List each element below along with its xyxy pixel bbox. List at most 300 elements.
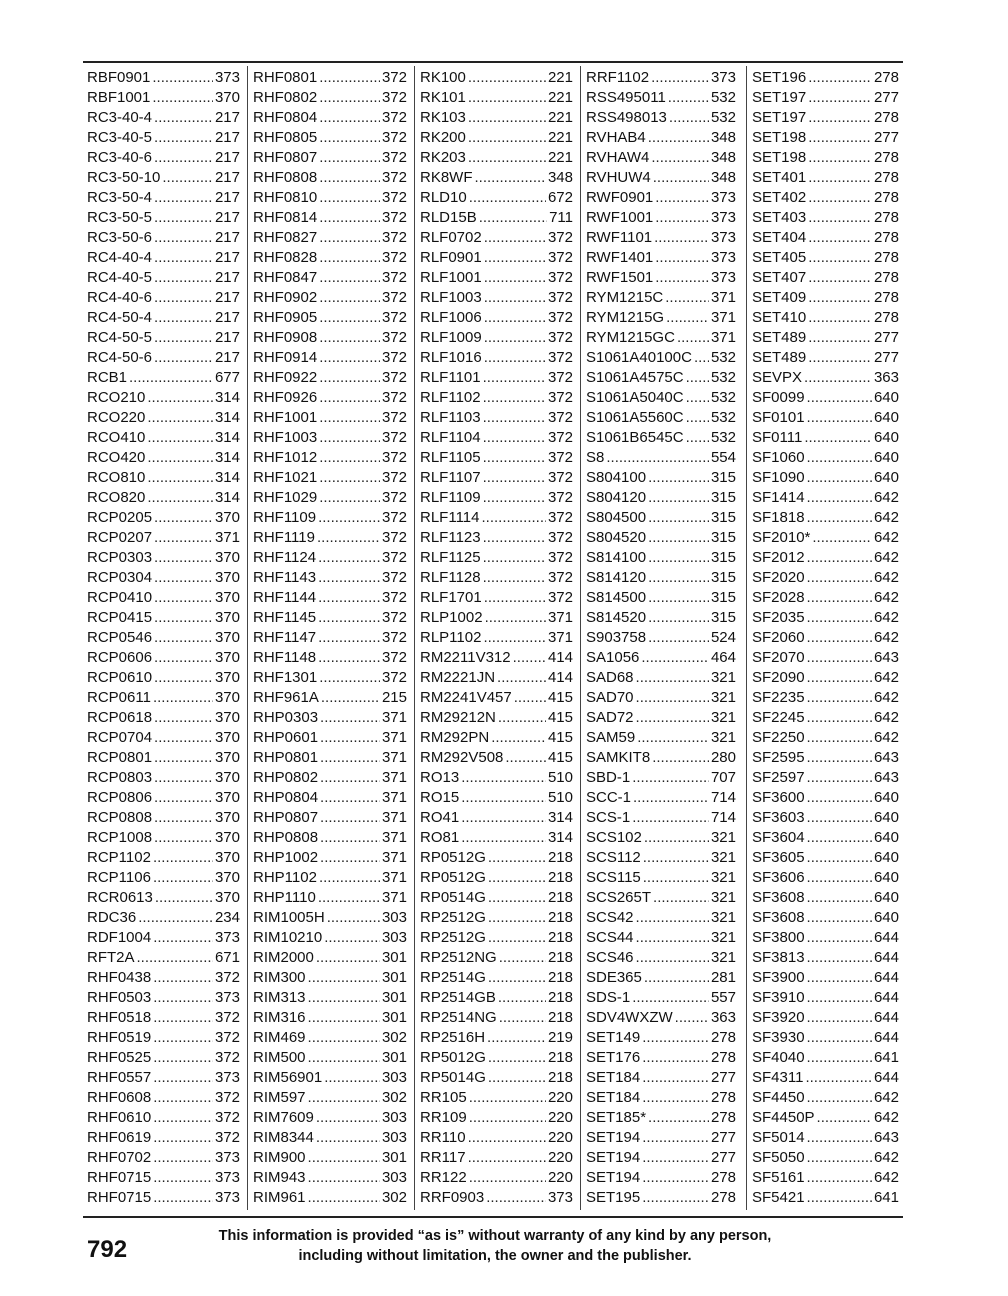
part-number: SF2060 [752,629,805,646]
page-reference: 372 [547,529,573,546]
index-entry [586,608,736,628]
index-entry [87,1168,240,1188]
index-entry [420,1148,573,1168]
dot-leader [138,908,213,928]
dot-leader [642,1148,709,1168]
page-reference: 314 [214,449,240,466]
dot-leader [154,748,213,768]
part-number: RHP0303 [253,709,319,726]
index-entry [253,828,407,848]
part-number: RIM7609 [253,1109,314,1126]
index-entry [752,448,899,468]
page-reference: 302 [381,1189,407,1206]
part-number: RM29212N [420,709,496,726]
dot-leader [483,448,546,468]
part-number: SAMKIT8 [586,749,651,766]
index-entry [87,948,240,968]
dot-leader [484,268,546,288]
page-reference: 372 [381,609,407,626]
part-number: RHF1119 [253,529,315,546]
dot-leader [488,928,546,948]
part-number: RHF0610 [87,1109,152,1126]
index-entry [420,988,573,1008]
part-number: RHP0807 [253,809,319,826]
dot-leader [469,1168,546,1188]
part-number: SAD70 [586,689,634,706]
index-entry [253,168,407,188]
page-reference: 371 [381,749,407,766]
part-number: SCC-1 [586,789,632,806]
page-reference: 221 [547,149,573,166]
part-number: RVHAW4 [586,149,650,166]
index-entry [420,528,573,548]
index-entry [87,968,240,988]
index-entry [253,268,407,288]
dot-leader [651,68,709,88]
part-number: SET196 [752,69,807,86]
dot-leader [153,848,213,868]
page-reference: 640 [873,789,899,806]
part-number: S814500 [586,589,647,606]
page-reference: 414 [547,649,573,666]
part-number: RIM2000 [253,949,314,966]
part-number: RO41 [420,809,460,826]
dot-leader [154,348,213,368]
page-reference: 372 [214,1129,240,1146]
index-entry [586,308,736,328]
page-reference: 642 [873,509,899,526]
index-entry [420,168,573,188]
index-entry [420,928,573,948]
dot-leader [499,1008,546,1028]
index-entry [87,888,240,908]
index-entry [87,1028,240,1048]
part-number: RVHAB4 [586,129,646,146]
part-number: RR122 [420,1169,467,1186]
dot-leader [153,1088,213,1108]
dot-leader [807,728,872,748]
dot-leader [483,388,546,408]
part-number: RP2516H [420,1029,486,1046]
part-number: SDV4WXZW [586,1009,673,1026]
dot-leader [468,148,546,168]
page-reference: 642 [873,569,899,586]
index-entry [87,168,240,188]
page-reference: 642 [873,729,899,746]
dot-leader [513,648,546,668]
dot-leader [320,748,380,768]
page-reference: 415 [547,729,573,746]
dot-leader [808,328,872,348]
dot-leader [642,1028,709,1048]
dot-leader [320,768,380,788]
page-reference: 642 [873,709,899,726]
part-number: RLF1104 [420,429,481,446]
dot-leader [484,328,546,348]
index-entry [253,328,407,348]
part-number: SEVPX [752,369,803,386]
dot-leader [324,928,380,948]
page-reference: 370 [214,829,240,846]
part-number: RHF0827 [253,229,318,246]
page-reference: 278 [873,149,899,166]
dot-leader [484,248,546,268]
dot-leader [147,408,213,428]
part-number: SDS-1 [586,989,631,1006]
index-entry [586,508,736,528]
dot-leader [686,428,709,448]
index-entry [87,408,240,428]
part-number: SF5014 [752,1129,805,1146]
page-reference: 277 [710,1129,736,1146]
part-number: SET405 [752,249,807,266]
index-entry [420,588,573,608]
part-number: RC3-40-6 [87,149,153,166]
index-entry [87,308,240,328]
index-entry [586,968,736,988]
dot-leader [808,88,872,108]
part-number: SET404 [752,229,807,246]
dot-leader [808,168,872,188]
part-number: SET409 [752,289,807,306]
dot-leader [804,428,872,448]
part-number: SF3608 [752,889,805,906]
index-entry [253,508,407,528]
part-number: RM2241V457 [420,689,512,706]
page-reference: 370 [214,689,240,706]
index-entry [87,328,240,348]
index-column-4 [580,66,746,1210]
index-entry [752,988,899,1008]
page-reference: 321 [710,709,736,726]
part-number: RLF1009 [420,329,482,346]
index-entry [420,128,573,148]
dot-leader [641,648,709,668]
dot-leader [648,548,709,568]
dot-leader [484,228,546,248]
index-entry [253,1068,407,1088]
page-reference: 372 [381,249,407,266]
index-entry [87,1088,240,1108]
part-number: RLF1123 [420,529,481,546]
part-number: RHF961A [253,689,319,706]
part-number: SF1818 [752,509,805,526]
index-entry [87,608,240,628]
page-reference: 218 [547,849,573,866]
part-number: S1061A5560C [586,409,684,426]
dot-leader [499,948,546,968]
index-entry [586,948,736,968]
dot-leader [807,668,872,688]
dot-leader [308,988,380,1008]
part-number: RCP0303 [87,549,153,566]
part-number: SET149 [586,1029,641,1046]
page-reference: 218 [547,1049,573,1066]
page-reference: 370 [214,869,240,886]
index-entry [752,568,899,588]
page-reference: 234 [214,909,240,926]
index-entry [420,868,573,888]
part-number: RC4-40-5 [87,269,153,286]
index-entry [752,768,899,788]
part-number: RLF1128 [420,569,481,586]
page-reference: 315 [710,509,736,526]
part-number: RIM300 [253,969,306,986]
index-entry [586,408,736,428]
part-number: RC3-50-5 [87,209,153,226]
part-number: SAD72 [586,709,634,726]
index-column-5 [746,66,903,1210]
part-number: SF3813 [752,949,805,966]
index-entry [420,408,573,428]
dot-leader [319,388,380,408]
page-reference: 372 [547,269,573,286]
dot-leader [154,608,213,628]
index-entry [752,88,899,108]
page-reference: 217 [214,329,240,346]
page-reference: 277 [873,329,899,346]
part-number: RHF0503 [87,989,152,1006]
dot-leader [320,708,380,728]
part-number: RC3-50-6 [87,229,153,246]
part-number: RYM1215G [586,309,665,326]
index-entry [420,288,573,308]
dot-leader [807,1168,872,1188]
index-entry [586,448,736,468]
page-reference: 372 [547,489,573,506]
page-reference: 321 [710,949,736,966]
index-entry [586,828,736,848]
part-number: S1061A5040C [586,389,684,406]
page-reference: 644 [873,929,899,946]
dot-leader [316,948,380,968]
part-number: RWF1501 [586,269,654,286]
page-reference: 314 [214,409,240,426]
part-number: RHP0804 [253,789,319,806]
dot-leader [642,1048,709,1068]
index-entry [752,248,899,268]
part-number: RLF0702 [420,229,482,246]
dot-leader [316,1108,380,1128]
index-entry [420,488,573,508]
page-reference: 321 [710,909,736,926]
page-reference: 314 [214,469,240,486]
dot-leader [642,1068,709,1088]
dot-leader [497,668,546,688]
page-reference: 303 [381,1169,407,1186]
index-entry [87,988,240,1008]
index-entry [253,448,407,468]
page-reference: 373 [710,229,736,246]
index-entry [87,368,240,388]
index-entry [420,388,573,408]
page-reference: 644 [873,1009,899,1026]
part-number: RHF1301 [253,669,318,686]
part-number: SF3606 [752,869,805,886]
part-number: RP2512NG [420,949,497,966]
dot-leader [153,1148,213,1168]
dot-leader [468,88,546,108]
part-number: RHF0525 [87,1049,152,1066]
dot-leader [483,408,546,428]
part-number: SF0111 [752,429,803,446]
dot-leader [468,108,546,128]
page-reference: 370 [214,889,240,906]
page-reference: 314 [547,809,573,826]
index-entry [253,1148,407,1168]
page-reference: 218 [547,1009,573,1026]
part-number: RCP0801 [87,749,153,766]
page-reference: 315 [710,549,736,566]
dot-leader [808,68,872,88]
part-number: SCS265T [586,889,652,906]
page-reference: 372 [381,89,407,106]
index-entry [253,468,407,488]
part-number: SET194 [586,1169,641,1186]
index-entry [253,248,407,268]
dot-leader [154,148,213,168]
part-number: SF0101 [752,409,805,426]
index-entry [752,908,899,928]
page-reference: 217 [214,349,240,366]
part-number: SCS-1 [586,809,631,826]
page-reference: 280 [710,749,736,766]
dot-leader [654,228,709,248]
dot-leader [153,988,213,1008]
index-entry [87,708,240,728]
page-reference: 372 [381,389,407,406]
part-number: S1061A4575C [586,369,684,386]
index-entry [586,108,736,128]
page-reference: 373 [547,1189,573,1206]
index-entry [752,608,899,628]
part-number: RSS498013 [586,109,667,126]
page-reference: 372 [547,389,573,406]
page-reference: 642 [873,669,899,686]
index-entry [87,1188,240,1208]
dot-leader [488,888,546,908]
index-entry [420,968,573,988]
part-number: RC3-50-4 [87,189,153,206]
index-entry [752,728,899,748]
index-entry [586,208,736,228]
page-reference: 371 [381,769,407,786]
part-number: RHF0438 [87,969,152,986]
page-reference: 640 [873,829,899,846]
page-reference: 314 [547,829,573,846]
dot-leader [807,868,872,888]
index-entry [253,608,407,628]
page-reference: 221 [547,69,573,86]
part-number: RP2512G [420,929,486,946]
part-number: RIM469 [253,1029,306,1046]
index-entry [586,868,736,888]
index-entry [586,1108,736,1128]
dot-leader [636,908,709,928]
dot-leader [154,228,213,248]
part-number: RM2211V312 [420,649,511,666]
page-reference: 315 [710,589,736,606]
index-entry [586,708,736,728]
page-reference: 217 [214,229,240,246]
dot-leader [648,1108,709,1128]
index-entry [87,928,240,948]
index-entry [87,348,240,368]
dot-leader [514,688,546,708]
page-reference: 643 [873,1129,899,1146]
part-number: SET185* [586,1109,647,1126]
page-reference: 554 [710,449,736,466]
index-entry [752,888,899,908]
page-reference: 278 [873,189,899,206]
dot-leader [488,908,546,928]
index-entry [253,928,407,948]
part-number: RCP0207 [87,529,153,546]
index-entry [420,228,573,248]
page-reference: 372 [214,1029,240,1046]
part-number: RRF0903 [420,1189,485,1206]
page-reference: 532 [710,89,736,106]
index-entry [253,348,407,368]
dot-leader [483,568,546,588]
page-reference: 370 [214,629,240,646]
dot-leader [153,1128,213,1148]
part-number: RCP0806 [87,789,153,806]
dot-leader [805,1068,872,1088]
index-entry [253,1188,407,1208]
part-number: RLF1107 [420,469,481,486]
part-number: SF4450 [752,1089,805,1106]
index-entry [752,188,899,208]
dot-leader [154,188,213,208]
dot-leader [807,908,872,928]
page-reference: 278 [873,69,899,86]
index-entry [87,1128,240,1148]
part-number: RHP0802 [253,769,319,786]
page-reference: 370 [214,809,240,826]
dot-leader [153,1068,213,1088]
page-reference: 277 [710,1069,736,1086]
dot-leader [648,528,709,548]
page-reference: 640 [873,889,899,906]
dot-leader [655,248,709,268]
index-column-3 [414,66,580,1210]
index-entry [253,988,407,1008]
index-entry [752,208,899,228]
dot-leader [632,768,709,788]
index-entry [752,328,899,348]
index-entry [586,988,736,1008]
part-number: RHP1002 [253,849,319,866]
page-reference: 643 [873,749,899,766]
index-entry [253,528,407,548]
part-number: RLF1125 [420,549,481,566]
index-entry [253,148,407,168]
index-entry [586,888,736,908]
index-entry [253,848,407,868]
dot-leader [491,728,546,748]
dot-leader [686,408,709,428]
dot-leader [677,328,709,348]
page-reference: 315 [710,469,736,486]
page-reference: 314 [214,429,240,446]
index-entry [420,688,573,708]
part-number: SET410 [752,309,807,326]
dot-leader [807,708,872,728]
page-reference: 641 [873,1049,899,1066]
dot-leader [469,1108,546,1128]
index-entry [253,788,407,808]
